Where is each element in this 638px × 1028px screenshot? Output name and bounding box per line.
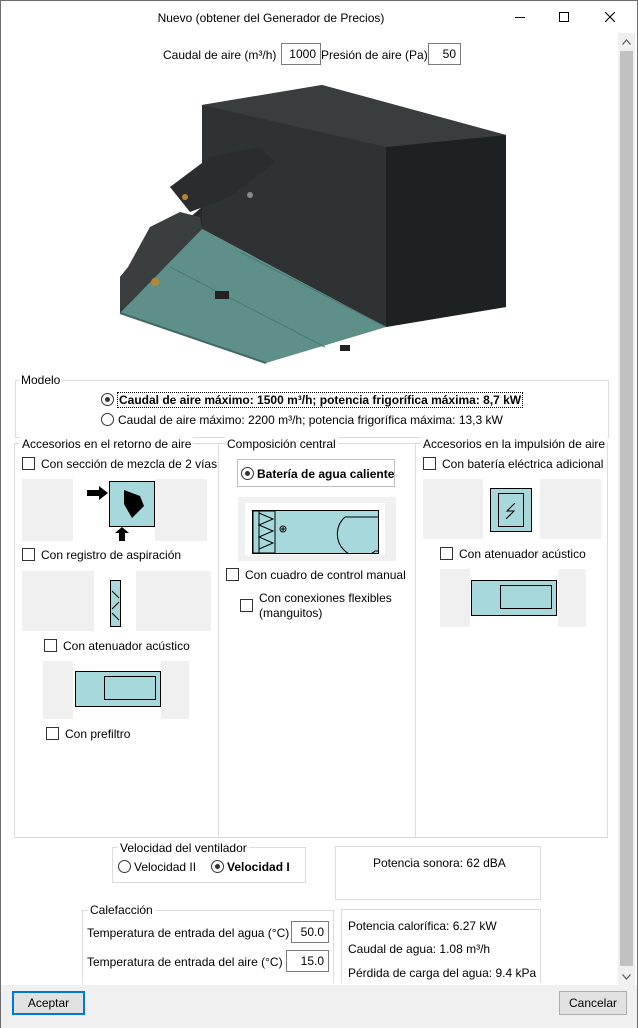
atenuador-tile-left xyxy=(43,661,73,719)
electrica-diagram xyxy=(490,488,532,532)
electrica-checkbox[interactable] xyxy=(423,457,436,470)
agua-label: Temperatura de entrada del agua (°C) xyxy=(87,926,290,940)
mezcla-tile-right xyxy=(155,479,207,541)
electrica-tile-right xyxy=(540,479,601,539)
silencer-inner xyxy=(104,676,156,700)
mezcla-checkbox[interactable] xyxy=(22,457,35,470)
maximize-icon xyxy=(559,12,569,22)
cuadro-label[interactable]: Con cuadro de control manual xyxy=(245,568,406,582)
conexiones-label[interactable]: Con conexiones flexibles xyxy=(259,591,392,605)
window-title: Nuevo (obtener del Generador de Precios) xyxy=(157,11,385,25)
coil-fan-icon xyxy=(253,511,378,553)
modelo-radio-1[interactable] xyxy=(101,393,114,406)
pressure-input[interactable] xyxy=(428,43,461,65)
central-legend: Composición central xyxy=(227,437,336,451)
chevron-up-icon xyxy=(622,39,631,45)
modelo-option-1-label[interactable]: Caudal de aire máximo: 1500 m³/h; potencia frigorífica máxima: 8,7 kW xyxy=(119,393,522,407)
mezcla-label[interactable]: Con sección de mezcla de 2 vías xyxy=(41,457,218,471)
lightning-icon xyxy=(504,503,518,519)
calefaccion-legend: Calefacción xyxy=(90,903,153,917)
caudal-agua: Caudal de agua: 1.08 m³/h xyxy=(348,942,491,956)
registro-tile-right xyxy=(136,571,211,631)
velocidad-1-label[interactable]: Velocidad I xyxy=(227,860,290,874)
atenuador-retorno-label[interactable]: Con atenuador acústico xyxy=(63,639,190,653)
airflow-label: Caudal de aire (m³/h) xyxy=(163,48,277,62)
central-diagram xyxy=(252,510,379,554)
sonora-box xyxy=(335,846,541,900)
pressure-label: Presión de aire (Pa) xyxy=(321,48,428,62)
prefiltro-label[interactable]: Con prefiltro xyxy=(65,727,131,741)
impulsion-legend: Accesorios en la impulsión de aire xyxy=(423,437,606,451)
conexiones-label-2[interactable]: (manguitos) xyxy=(259,606,323,620)
bateria-label[interactable]: Batería de agua caliente xyxy=(257,467,395,481)
velocidad-2-radio[interactable] xyxy=(118,860,131,873)
minimize-icon xyxy=(515,12,525,22)
registro-diagram xyxy=(110,580,121,627)
mezcla-diagram xyxy=(109,481,155,527)
atenuador-impulsion-checkbox[interactable] xyxy=(440,547,453,560)
close-button[interactable] xyxy=(587,1,633,33)
modelo-group xyxy=(15,380,609,438)
registro-tile-left xyxy=(22,571,94,631)
atenuador-impulsion-label[interactable]: Con atenuador acústico xyxy=(459,547,586,561)
louver-icon xyxy=(111,581,120,626)
title-bar xyxy=(1,1,637,33)
scroll-up-button[interactable] xyxy=(618,33,635,50)
atenuador-retorno-checkbox[interactable] xyxy=(44,639,57,652)
electrica-label[interactable]: Con batería eléctrica adicional xyxy=(442,457,604,471)
velocidad-legend: Velocidad del ventilador xyxy=(120,841,247,855)
atenuador-imp-tile-right xyxy=(558,569,586,627)
chevron-down-icon xyxy=(622,974,631,980)
modelo-option-2-label[interactable]: Caudal de aire máximo: 2200 m³/h; potencia frigorífica máxima: 13,3 kW xyxy=(118,413,503,427)
unit-illustration xyxy=(110,77,510,367)
atenuador-imp-tile-left xyxy=(440,569,470,627)
perdida-carga: Pérdida de carga del agua: 9.4 kPa xyxy=(348,966,537,980)
maximize-button[interactable] xyxy=(541,1,587,33)
velocidad-1-radio[interactable] xyxy=(211,860,224,873)
retorno-legend: Accesorios en el retorno de aire xyxy=(22,437,192,451)
dialog-content xyxy=(5,33,617,983)
cuadro-checkbox[interactable] xyxy=(226,568,239,581)
divider xyxy=(415,443,416,838)
damper-icon xyxy=(110,482,154,526)
accept-button[interactable]: Aceptar xyxy=(12,991,85,1015)
aire-label: Temperatura de entrada del aire (°C) xyxy=(87,955,283,969)
cancel-button[interactable]: Cancelar xyxy=(559,991,627,1015)
scroll-thumb[interactable] xyxy=(620,51,633,966)
arrow-right-icon xyxy=(87,486,109,500)
bateria-radio[interactable] xyxy=(241,467,254,480)
modelo-radio-2[interactable] xyxy=(101,413,114,426)
mezcla-tile-left xyxy=(22,479,73,541)
sonora-value: Potencia sonora: 62 dBA xyxy=(373,856,506,870)
button-bar xyxy=(1,985,637,1028)
aire-input[interactable] xyxy=(286,950,329,972)
velocidad-2-label[interactable]: Velocidad II xyxy=(134,860,197,874)
registro-label[interactable]: Con registro de aspiración xyxy=(41,548,182,562)
vertical-scrollbar[interactable] xyxy=(618,33,635,985)
close-icon xyxy=(605,12,615,22)
divider xyxy=(218,443,219,838)
modelo-legend: Modelo xyxy=(21,373,61,387)
atenuador-tile-right xyxy=(161,661,189,719)
silencer-inner xyxy=(500,585,552,609)
electrica-tile-left xyxy=(423,479,483,539)
minimize-button[interactable] xyxy=(497,1,543,33)
atenuador-impulsion-diagram xyxy=(471,580,557,616)
arrow-up-icon xyxy=(115,527,129,541)
airflow-input[interactable] xyxy=(281,43,321,65)
registro-checkbox[interactable] xyxy=(22,548,35,561)
prefiltro-checkbox[interactable] xyxy=(46,727,59,740)
potencia-calorifica: Potencia calorífica: 6.27 kW xyxy=(348,919,497,933)
conexiones-checkbox[interactable] xyxy=(240,599,253,612)
agua-input[interactable] xyxy=(291,921,329,943)
scroll-down-button[interactable] xyxy=(618,968,635,985)
atenuador-retorno-diagram xyxy=(75,671,161,707)
